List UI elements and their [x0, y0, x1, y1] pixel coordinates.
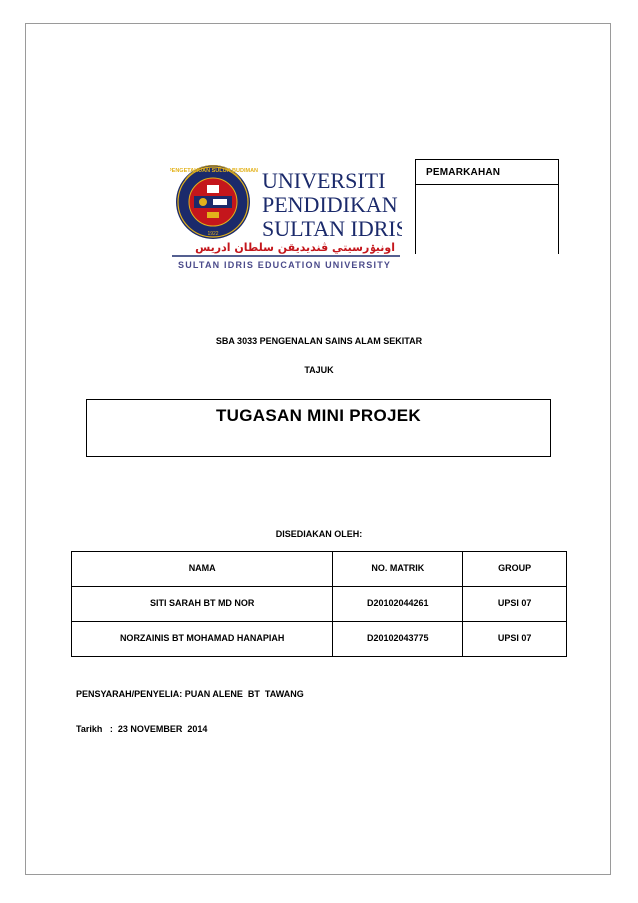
- student-name: NORZAINIS BT MOHAMAD HANAPIAH: [72, 622, 333, 657]
- date-line: Tarikh : 23 NOVEMBER 2014: [76, 724, 208, 734]
- student-group: UPSI 07: [463, 622, 567, 657]
- students-table: [71, 551, 567, 657]
- marks-box: [415, 159, 559, 254]
- student-name: SITI SARAH BT MD NOR: [72, 587, 333, 622]
- table-header-row: [72, 552, 567, 587]
- table-row: [72, 587, 567, 622]
- university-logo: [170, 152, 402, 276]
- header-group: GROUP: [463, 552, 567, 587]
- header-no-matrik: NO. MATRIK: [333, 552, 463, 587]
- logo-line-2: PENDIDIKAN: [262, 192, 398, 217]
- lecturer-line: PENSYARAH/PENYELIA: PUAN ALENE BT TAWANG: [76, 689, 304, 699]
- header-nama: NAMA: [72, 552, 333, 587]
- table-row: [72, 622, 567, 657]
- logo-line-1: UNIVERSITI: [262, 168, 386, 193]
- crest-ring-text: PENGETAHUAN SULUH BUDIMAN: [170, 168, 259, 174]
- title-box: [86, 399, 551, 457]
- student-group: UPSI 07: [463, 587, 567, 622]
- prepared-by-label: DISEDIAKAN OLEH:: [275, 529, 363, 539]
- marks-label: PEMARKAHAN: [416, 160, 558, 185]
- logo-jawi: اونيۏرسيتي ڤنديديقن سلطان ادريس: [195, 241, 395, 254]
- upsi-crest-icon: [170, 152, 402, 262]
- logo-english-name: SULTAN IDRIS EDUCATION UNIVERSITY: [178, 260, 392, 270]
- student-matric: D20102043775: [333, 622, 463, 657]
- project-title: TUGASAN MINI PROJEK: [216, 406, 421, 425]
- tajuk-label: TAJUK: [304, 365, 334, 375]
- course-code: SBA 3033 PENGENALAN SAINS ALAM SEKITAR: [215, 336, 423, 346]
- logo-line-3: SULTAN IDRIS: [262, 216, 402, 241]
- student-matric: D20102044261: [333, 587, 463, 622]
- crest-year: 1922: [207, 231, 219, 237]
